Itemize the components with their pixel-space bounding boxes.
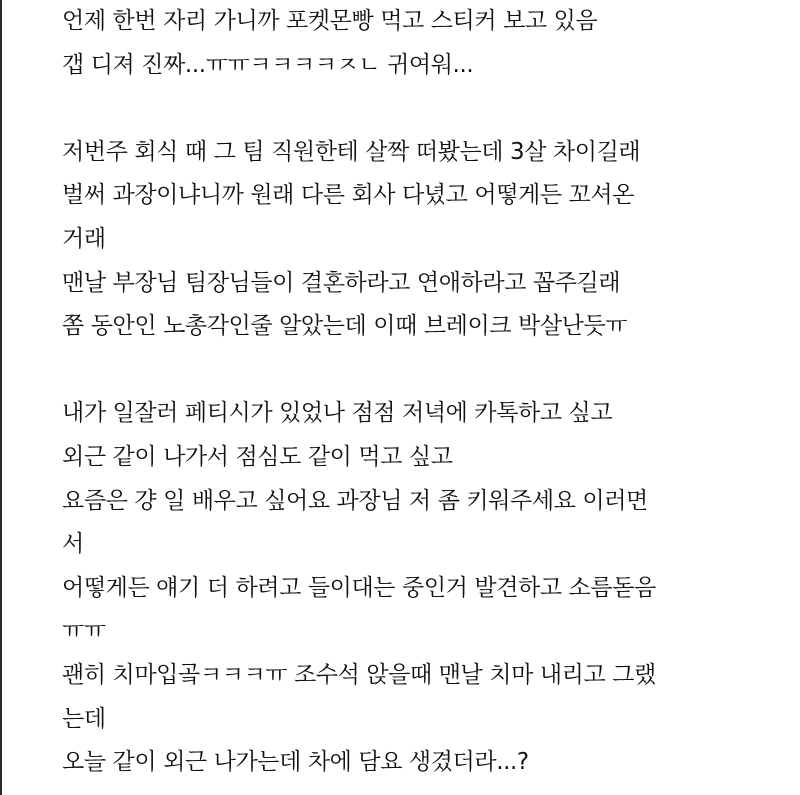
left-border (0, 0, 2, 795)
text-line: 갭 디져 진짜...ㅠㅠㅋㅋㅋㅋㅈㄴ 귀여워... (62, 51, 474, 78)
text-line: 언제 한번 자리 가니까 포켓몬빵 먹고 스티커 보고 있음 (62, 8, 598, 34)
text-line: 는데 (62, 705, 106, 732)
blank-line (62, 349, 792, 393)
text-line: 괜히 치마입곸ㅋㅋㅋㅠ 조수석 앉을때 맨날 치마 내리고 그랬 (62, 661, 656, 688)
text-line: 벌써 과장이냐니까 원래 다른 회사 다녔고 어떻게든 꼬셔온 (62, 182, 635, 209)
text-line: 요즘은 걍 일 배우고 싶어요 과장님 저 좀 키워주세요 이러면 (62, 487, 648, 514)
text-line: 서 (62, 531, 84, 558)
text-line: 쫌 동안인 노총각인줄 알았는데 이때 브레이크 박살난듯ㅠ (62, 313, 628, 340)
text-line: 거래 (62, 225, 106, 252)
text-line: 저번주 회식 때 그 팀 직원한테 살짝 떠봤는데 3살 차이길래 (62, 138, 641, 165)
text-line: 어떻게든 얘기 더 하려고 들이대는 중인거 발견하고 소름돋음 (62, 574, 656, 601)
text-line: 외근 같이 나가서 점심도 같이 먹고 싶고 (62, 443, 453, 470)
text-line: 내가 일잘러 페티시가 있었나 점점 저녁에 카톡하고 싶고 (62, 400, 613, 427)
text-line: 맨날 부장님 팀장님들이 결혼하라고 연애하라고 꼽주길래 (62, 269, 621, 296)
text-line: 오늘 같이 외근 나가는데 차에 담요 생겼더라...? (62, 749, 529, 776)
post-body (62, 0, 792, 785)
text-line: ㅠㅠ (62, 618, 106, 645)
blank-line (62, 87, 792, 131)
